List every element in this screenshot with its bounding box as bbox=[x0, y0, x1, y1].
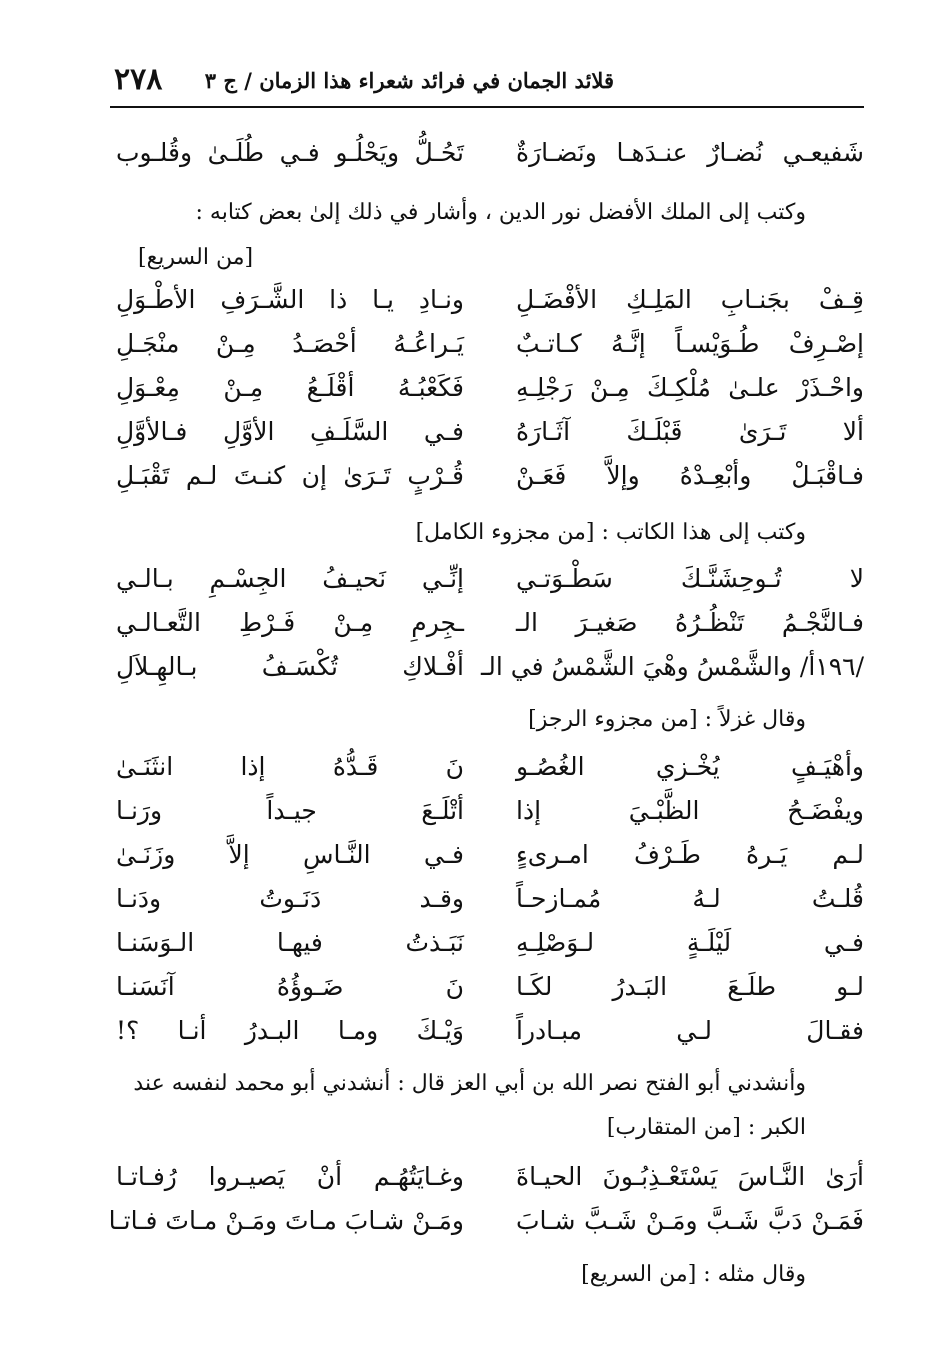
verse-first-hemistich: أرَىٰ النَّـاسَ يَسْتَعْـذِبُـونَ الحيـاةَ bbox=[516, 1162, 864, 1191]
verse-first-hemistich: قُلـتُ لـهُ مُمـازحـاً bbox=[516, 884, 864, 913]
verse-second-hemistich: فـي السَّلَـفِ الأوَّلِ فـالأوَّلِ bbox=[116, 417, 464, 446]
verse-row bbox=[110, 645, 864, 689]
verse-row bbox=[110, 1199, 864, 1243]
verse-row bbox=[110, 366, 864, 410]
page-number: ٢٧٨ bbox=[114, 62, 163, 97]
verse-first-hemistich: فقـالَ لـي مبـادراً bbox=[516, 1016, 864, 1045]
verse-second-hemistich: فـي النَّـاسِ إلاَّ وزَنَـىٰ bbox=[116, 840, 464, 869]
section-intro: وقال غزلاً : [من مجزوء الرجز] bbox=[528, 707, 806, 732]
verse-second-hemistich: وَيْـكَ ومـا البـدرُ أنـا ؟! bbox=[116, 1016, 464, 1045]
verse-second-hemistich: أتْلَـعَ جيـداً ورَنـا bbox=[116, 796, 464, 825]
verse-second-hemistich: يَـراعُـهُ أحْصَـدُ مِـنْ منْجَـلِ bbox=[116, 329, 464, 358]
verse-first-hemistich: إصْـرِفْ طُـوَيْسـاً إنَّـهُ كـاتـبٌ bbox=[516, 329, 864, 358]
verse-second-hemistich: نَ قَـدُّهُ إذا انثَنَـىٰ bbox=[116, 752, 464, 781]
verse-second-hemistich: تَحُـلُّ ويَحْلُـو فـي طُلَـىٰ وقُلـوب bbox=[116, 138, 464, 167]
verse-row bbox=[110, 1155, 864, 1199]
verse-row bbox=[110, 1009, 864, 1053]
verse-row bbox=[110, 965, 864, 1009]
verse-first-hemistich: لـم يَـرهُ طَـرْفُ امـرىءٍ bbox=[516, 840, 864, 869]
verse-first-hemistich: وأهْيَـفٍ يُخْـزي الغُصُـو bbox=[516, 752, 864, 781]
verse-row bbox=[110, 557, 864, 601]
verse-row bbox=[110, 454, 864, 498]
verse-row bbox=[110, 322, 864, 366]
verse-row bbox=[110, 921, 864, 965]
verse-row bbox=[110, 601, 864, 645]
verse-second-hemistich: ـجِرمِ مِـنْ فَـرْطِ التَّعـالـي bbox=[116, 608, 464, 637]
verse-row bbox=[110, 745, 864, 789]
verse-first-hemistich: شَفيعـي نُضـارٌ عنـدَهـا ونَضـارَةٌ bbox=[516, 138, 864, 167]
verse-second-hemistich: فَكَعْبُـهُ أقْلَـعُ مِـنْ مِعْـوَلِ bbox=[116, 373, 464, 402]
verse-row bbox=[110, 131, 864, 175]
verse-second-hemistich: وغـايَتُهُـم أنْ يَصيـروا رُفـاتـا bbox=[116, 1162, 464, 1191]
verse-second-hemistich: أفْـلاكِ تُكْسَـفُ بـالهِـلاَلِ bbox=[116, 652, 464, 681]
verse-first-hemistich: ويفْضَـحُ الظَّبْـيَ إذا bbox=[516, 796, 864, 825]
meter-label-text: [من السريع] bbox=[138, 245, 254, 270]
verse-first-hemistich: فـي لَيْلَـةٍ لـوَصْلِـهِ bbox=[516, 928, 864, 957]
section-intro: وكتب إلى هذا الكاتب : [من مجزوء الكامل] bbox=[415, 520, 806, 545]
verse-first-hemistich: لـو طلَـعَ البَـدرُ لكَـا bbox=[516, 972, 864, 1001]
verse-first-hemistich: ألا تَـرَىٰ قَبْلَـكَ آثَـارَهُ bbox=[516, 417, 864, 446]
verse-second-hemistich: نَ ضَـوؤُهُ آنَسَنـا bbox=[116, 972, 464, 1001]
verse-first-hemistich: واحْـذَرْ علـىٰ مُلْكِـكَ مِـنْ رَجْلِـهِ bbox=[516, 373, 864, 402]
verse-row bbox=[110, 278, 864, 322]
verse-first-hemistich: /١٩٦أ/ والشَّمْسُ وهْيَ الشَّمْسُ في الـ bbox=[480, 652, 864, 681]
section-intro: وقال مثله : [من السريع] bbox=[581, 1262, 806, 1287]
verse-first-hemistich: فَمَـنْ دَبَّ شَـبَّ ومَـنْ شَـبَّ شـابَ bbox=[516, 1206, 864, 1235]
section-intro: وكتب إلى الملك الأفضل نور الدين ، وأشار في ذلك إلىٰ بعض كتابه : bbox=[195, 200, 806, 225]
verse-first-hemistich: فـالنَّجْـمُ تَنْظُـرُهُ صَغيـرَ الـ bbox=[516, 608, 864, 637]
verse-row bbox=[110, 833, 864, 877]
verse-second-hemistich: ونـادِ يـا ذا الشَّـرَفِ الأطْـوَلِ bbox=[116, 285, 464, 314]
verse-second-hemistich: وقـد دَنَـوتُ ودَنـا bbox=[116, 884, 464, 913]
meter-label bbox=[110, 238, 864, 278]
page-header bbox=[110, 60, 864, 108]
verse-first-hemistich: قِـفْ بجَنـابِ المَلِـكِ الأفْضَـلِ bbox=[516, 285, 864, 314]
verse-first-hemistich: فـاقْبَـلْ وأبْعِـدْهُ وإلاَّ فَعَـنْ bbox=[516, 461, 864, 490]
verse-second-hemistich: قُـرْبٍ تَـرَىٰ إن كنـتَ لـم تَقْبَـلِ bbox=[116, 461, 464, 490]
verse-second-hemistich: ومَـنْ شـابَ مـاتَ ومَـنْ مـاتَ فـاتـا bbox=[108, 1206, 464, 1235]
verse-row bbox=[110, 789, 864, 833]
verse-row bbox=[110, 877, 864, 921]
running-title: قلائد الجمان في فرائد شعراء هذا الزمان / ج ٣ bbox=[204, 68, 614, 93]
verse-row bbox=[110, 410, 864, 454]
section-intro: وأنشدني أبو الفتح نصر الله بن أبي العز قال : أنشدني أبو محمد لنفسه عند الكبر : [من المتقارب] bbox=[133, 1071, 806, 1140]
verse-second-hemistich: نَبَـذتُ فيهـا الـوَسَنـا bbox=[116, 928, 464, 957]
verse-second-hemistich: إنِّـي نَحيـفُ الجِسْـمِ بـالـي bbox=[116, 564, 464, 593]
verse-first-hemistich: لا تُـوحِشَنَّـكَ سَطْـوَتـي bbox=[516, 564, 864, 593]
